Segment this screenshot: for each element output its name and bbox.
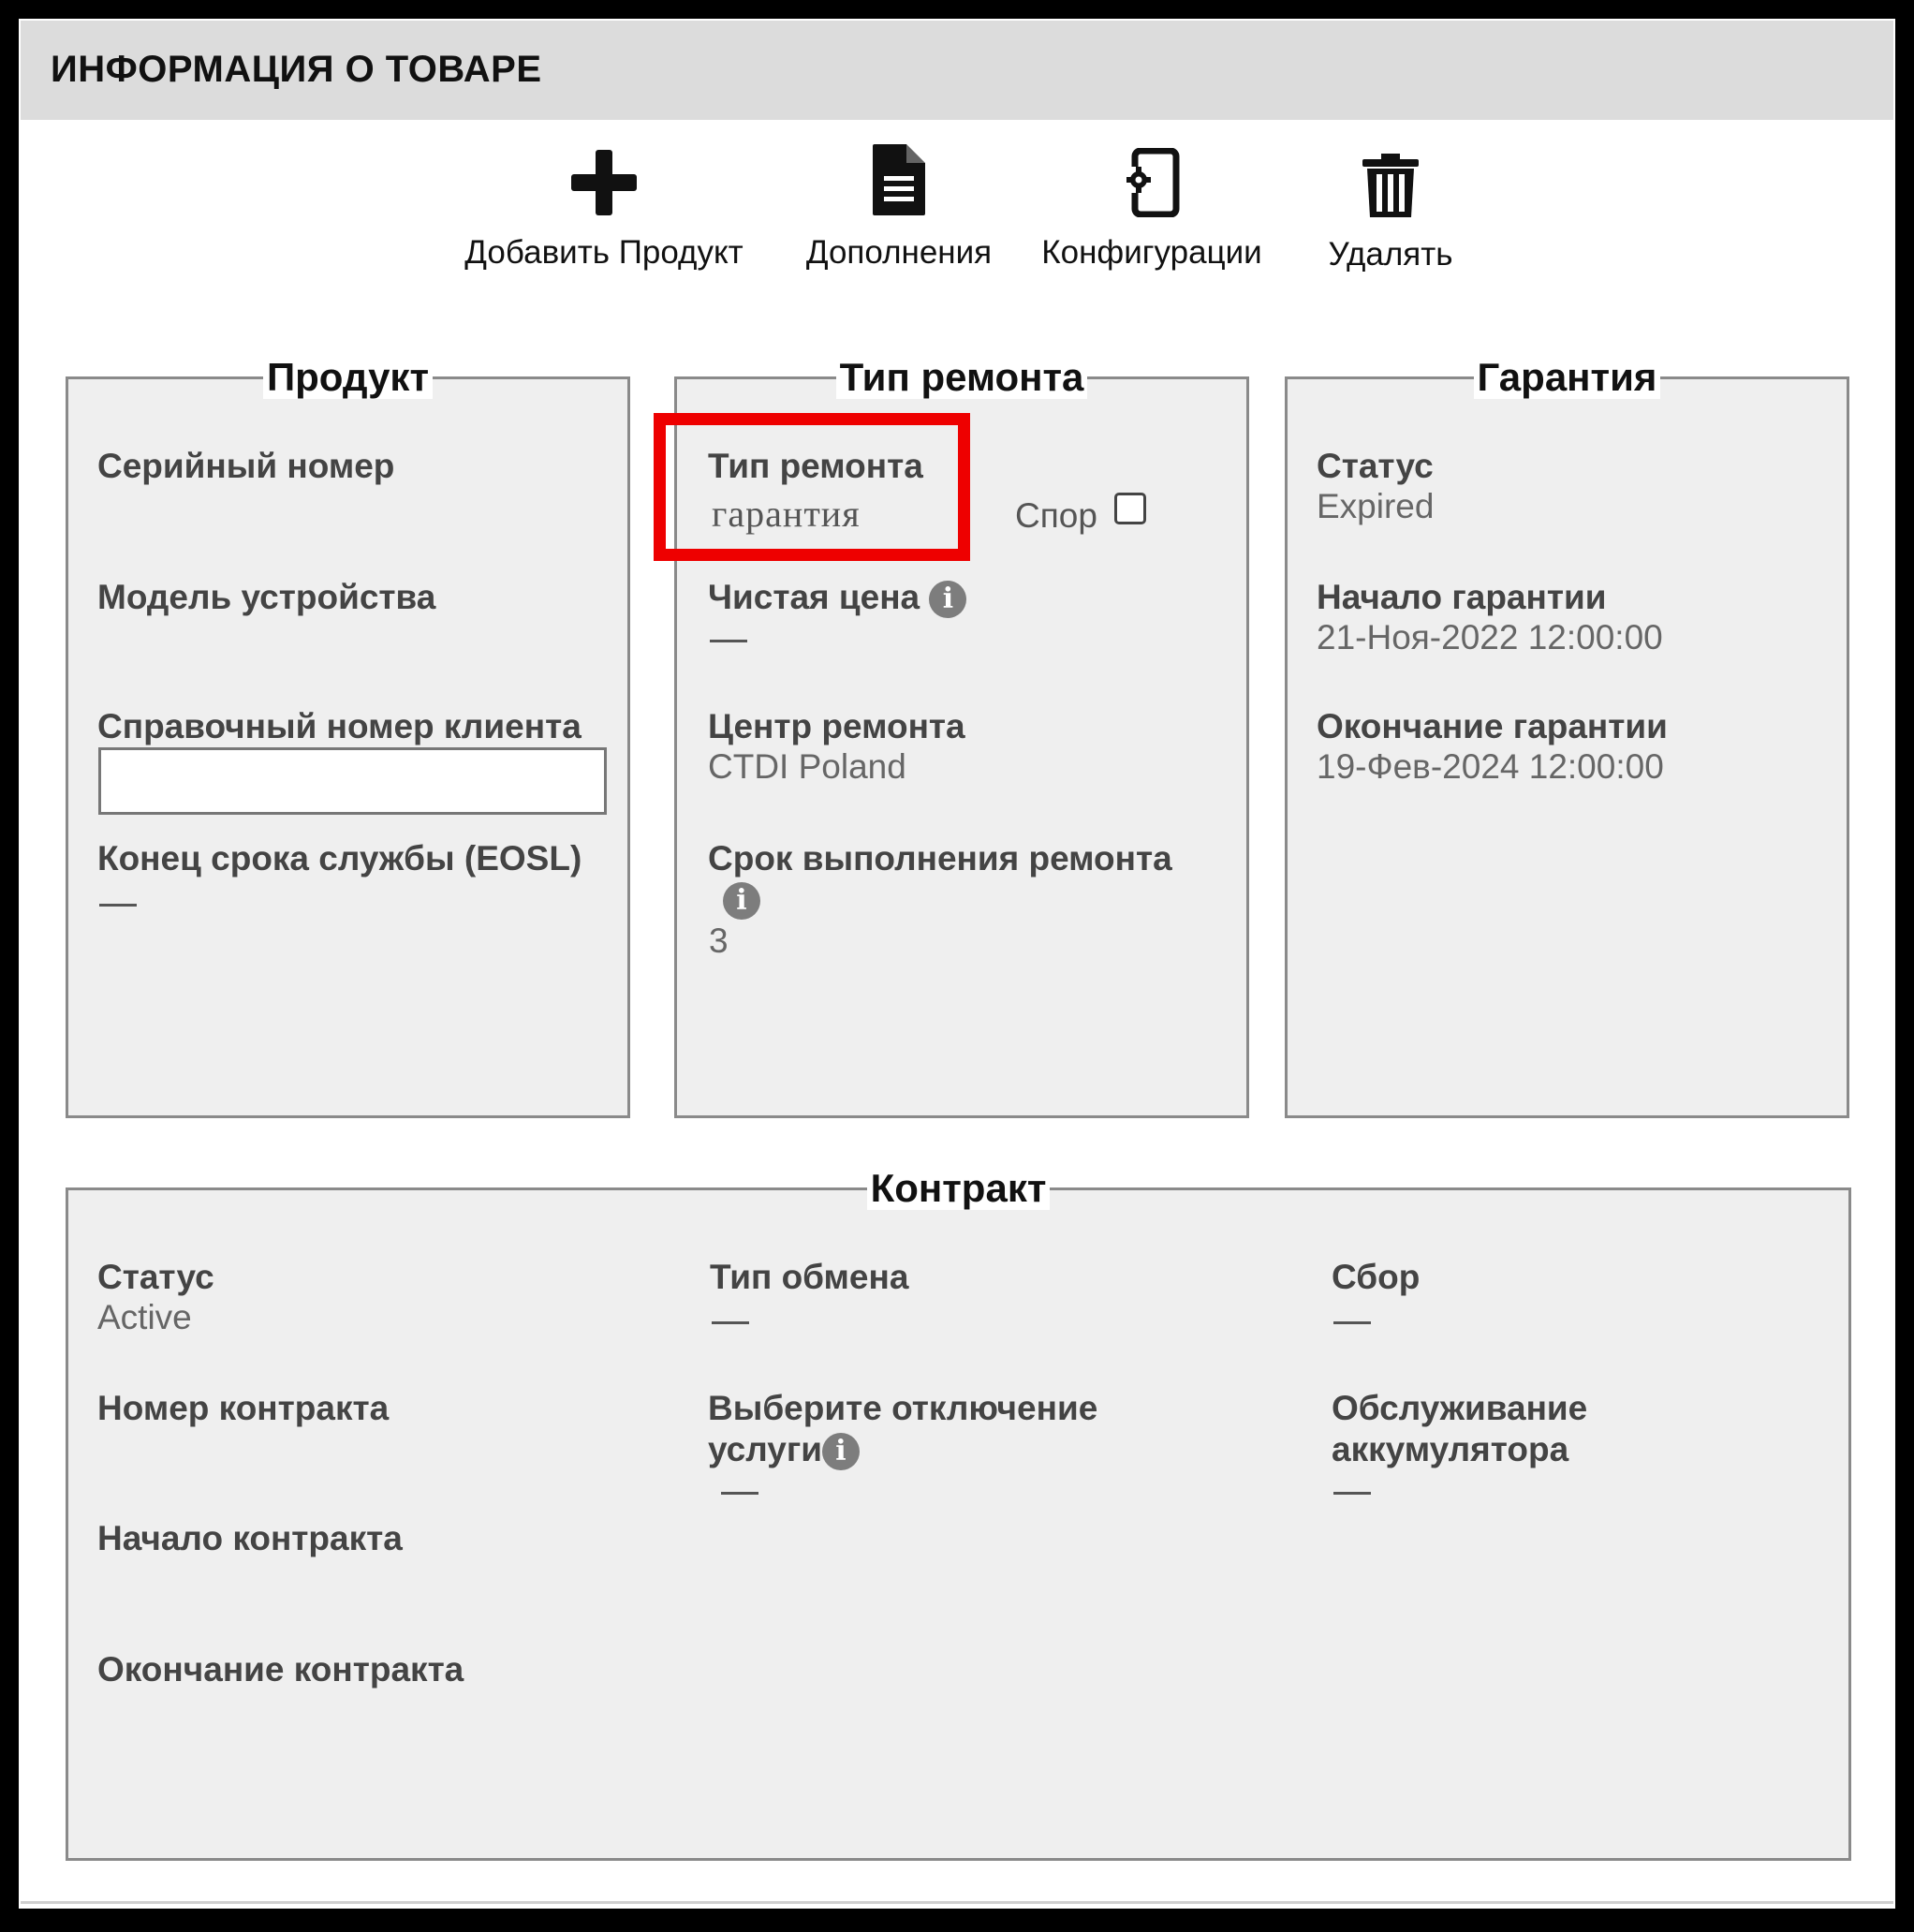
page-title: ИНФОРМАЦИЯ О ТОВАРЕ — [51, 49, 542, 90]
warranty-status-label: Статус — [1317, 447, 1434, 485]
addons-button[interactable] — [791, 142, 1007, 272]
plus-icon — [569, 148, 639, 217]
repair-center-value: CTDI Poland — [708, 747, 906, 786]
contract-status-label: Статус — [97, 1258, 214, 1296]
add-product-label: Добавить Продукт — [464, 234, 744, 271]
repair-type-label: Тип ремонта — [708, 447, 923, 485]
delete-label: Удалять — [1328, 236, 1453, 273]
delete-button[interactable] — [1306, 152, 1475, 273]
fee-value-empty — [1333, 1321, 1371, 1324]
repair-type-value: гарантия — [712, 493, 861, 535]
info-icon[interactable]: i — [723, 882, 760, 920]
dispute-checkbox[interactable] — [1114, 493, 1146, 524]
trash-icon — [1361, 152, 1421, 219]
contract-start-label: Начало контракта — [97, 1519, 403, 1557]
contract-status-value: Active — [97, 1298, 192, 1336]
warranty-end-label: Окончание гарантии — [1317, 707, 1668, 745]
service-off-label-text: услуги — [708, 1430, 822, 1468]
eosl-label: Конец срока службы (EOSL) — [97, 839, 582, 878]
document-icon — [871, 142, 927, 217]
warranty-end-value: 19-Фев-2024 12:00:00 — [1317, 747, 1664, 786]
warranty-start-value: 21-Ноя-2022 12:00:00 — [1317, 618, 1663, 656]
configurations-button[interactable] — [1035, 148, 1269, 272]
addons-label: Дополнения — [805, 234, 993, 271]
fee-label: Сбор — [1332, 1258, 1421, 1296]
serial-number-label: Серийный номер — [97, 447, 395, 485]
dispute-label: Спор — [1015, 496, 1097, 535]
net-price-label — [708, 578, 966, 618]
contract-legend: Контракт — [867, 1166, 1051, 1210]
service-off-label: Выберите отключение — [708, 1389, 1098, 1427]
info-icon[interactable]: i — [929, 581, 966, 618]
product-legend: Продукт — [263, 355, 433, 399]
service-off-value-empty — [721, 1492, 758, 1495]
net-price-value-empty — [710, 640, 747, 642]
device-model-label: Модель устройства — [97, 578, 436, 616]
repair-tat-label: Срок выполнения ремонта — [708, 839, 1172, 878]
client-reference-input[interactable] — [98, 747, 607, 815]
warranty-status-value: Expired — [1317, 487, 1435, 525]
warranty-legend: Гарантия — [1474, 355, 1661, 399]
exchange-type-value-empty — [712, 1321, 749, 1324]
bottom-divider — [21, 1901, 1893, 1904]
warranty-start-label: Начало гарантии — [1317, 578, 1607, 616]
repair-tat-value: 3 — [709, 922, 729, 960]
eosl-value-empty — [99, 904, 137, 907]
device-gear-icon — [1124, 148, 1180, 217]
net-price-text: Чистая цена — [708, 578, 920, 616]
battery-service-value-empty — [1333, 1492, 1371, 1495]
client-reference-label: Справочный номер клиента — [97, 707, 582, 745]
battery-service-label: Обслуживание — [1332, 1389, 1588, 1427]
configurations-label: Конфигурации — [1041, 234, 1262, 271]
add-product-button[interactable] — [449, 148, 758, 272]
service-off-label-line2 — [708, 1430, 860, 1470]
battery-service-label-line2: аккумулятора — [1332, 1430, 1569, 1468]
repair-center-label: Центр ремонта — [708, 707, 965, 745]
repair-type-legend: Тип ремонта — [836, 355, 1088, 399]
contract-number-label: Номер контракта — [97, 1389, 390, 1427]
exchange-type-label: Тип обмена — [710, 1258, 909, 1296]
info-icon[interactable]: i — [822, 1433, 860, 1470]
contract-end-label: Окончание контракта — [97, 1650, 464, 1689]
